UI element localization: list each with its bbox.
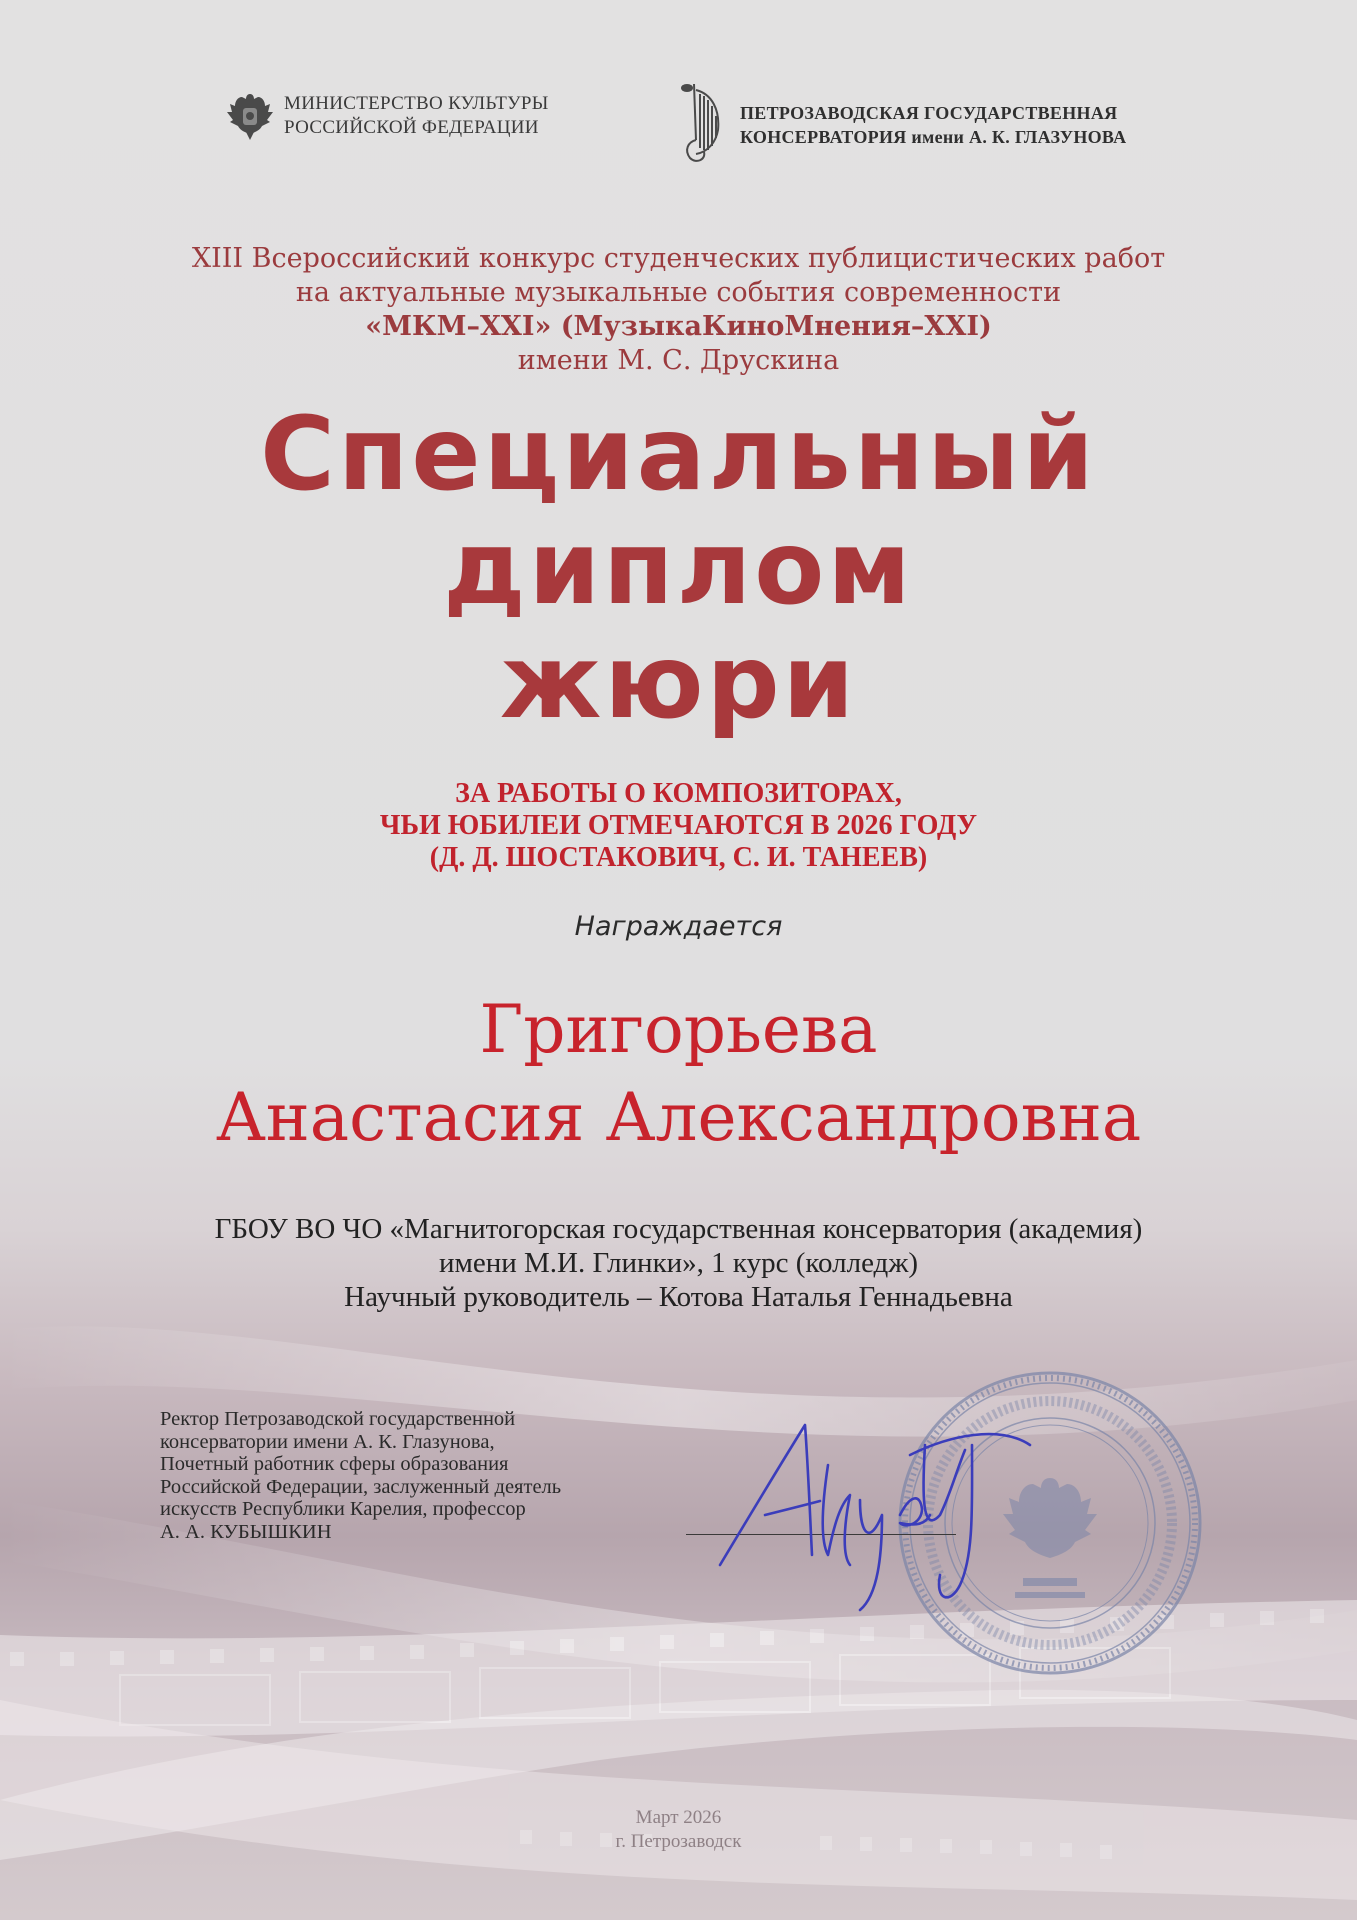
organization-info <box>0 1212 1357 1314</box>
contest-line1: XIII Всероссийский конкурс студенческих публицистических работ <box>191 243 1166 274</box>
nomination <box>0 778 1357 874</box>
signature <box>710 1405 1040 1620</box>
header-logos <box>0 80 1357 160</box>
rector-name: А. А. КУБЫШКИН <box>160 1520 332 1543</box>
recipient-surname: Григорьева <box>479 991 878 1068</box>
diploma-title <box>0 395 1357 742</box>
conservatory-name-line2: КОНСЕРВАТОРИЯ имени А. К. ГЛАЗУНОВА <box>740 127 1127 147</box>
conservatory-logo <box>674 80 1126 170</box>
footer-city: г. Петрозаводск <box>615 1831 742 1852</box>
contest-line3: «МКМ–XXI» (МузыкаКиноМнения–XXI) <box>365 311 992 342</box>
rector-line4: Российской Федерации, заслуженный деятель <box>160 1475 562 1498</box>
rector-line1: Ректор Петрозаводской государственной <box>160 1408 516 1430</box>
title-line2: диплом <box>443 509 914 628</box>
nomination-line2: ЧЬИ ЮБИЛЕИ ОТМЕЧАЮТСЯ В 2026 ГОДУ <box>379 810 978 841</box>
title-line3: жюри <box>499 623 858 742</box>
rector-line5: искусств Республики Карелия, профессор <box>160 1498 526 1520</box>
recipient-name <box>0 986 1357 1162</box>
footer-date: Март 2026 <box>635 1807 722 1828</box>
rector-line3: Почетный работник сферы образования <box>160 1453 509 1475</box>
organization-line2: имени М.И. Глинки», 1 курс (колледж) <box>438 1247 919 1279</box>
title-line1: Специальный <box>260 395 1097 514</box>
conservatory-name-line1: ПЕТРОЗАВОДСКАЯ ГОСУДАРСТВЕННАЯ <box>740 103 1118 123</box>
supervisor-line: Научный руководитель – Котова Наталья Геннадьевна <box>344 1281 1013 1313</box>
awarded-label: Награждается <box>574 911 783 942</box>
recipient-given-names: Анастасия Александровна <box>215 1079 1142 1156</box>
ministry-logo <box>222 88 549 144</box>
contest-line4: имени М. С. Друскина <box>517 345 840 376</box>
harp-logo-icon <box>674 80 734 170</box>
contest-title <box>0 242 1357 378</box>
nomination-line3: (Д. Д. ШОСТАКОВИЧ, С. И. ТАНЕЕВ) <box>429 842 928 873</box>
emblem-icon <box>222 88 278 144</box>
contest-line2: на актуальные музыкальные события современности <box>295 277 1062 308</box>
organization-line1: ГБОУ ВО ЧО «Магнитогорская государственная консерватория (академия) <box>214 1213 1143 1245</box>
ministry-name-line2: РОССИЙСКОЙ ФЕДЕРАЦИИ <box>284 117 539 138</box>
ministry-name-line1: МИНИСТЕРСТВО КУЛЬТУРЫ <box>284 93 549 114</box>
nomination-line1: ЗА РАБОТЫ О КОМПОЗИТОРАХ, <box>455 778 902 809</box>
rector-line2: консерватории имени А. К. Глазунова, <box>160 1430 495 1453</box>
rector-signature-block <box>160 1408 680 1543</box>
footer <box>0 1806 1357 1854</box>
